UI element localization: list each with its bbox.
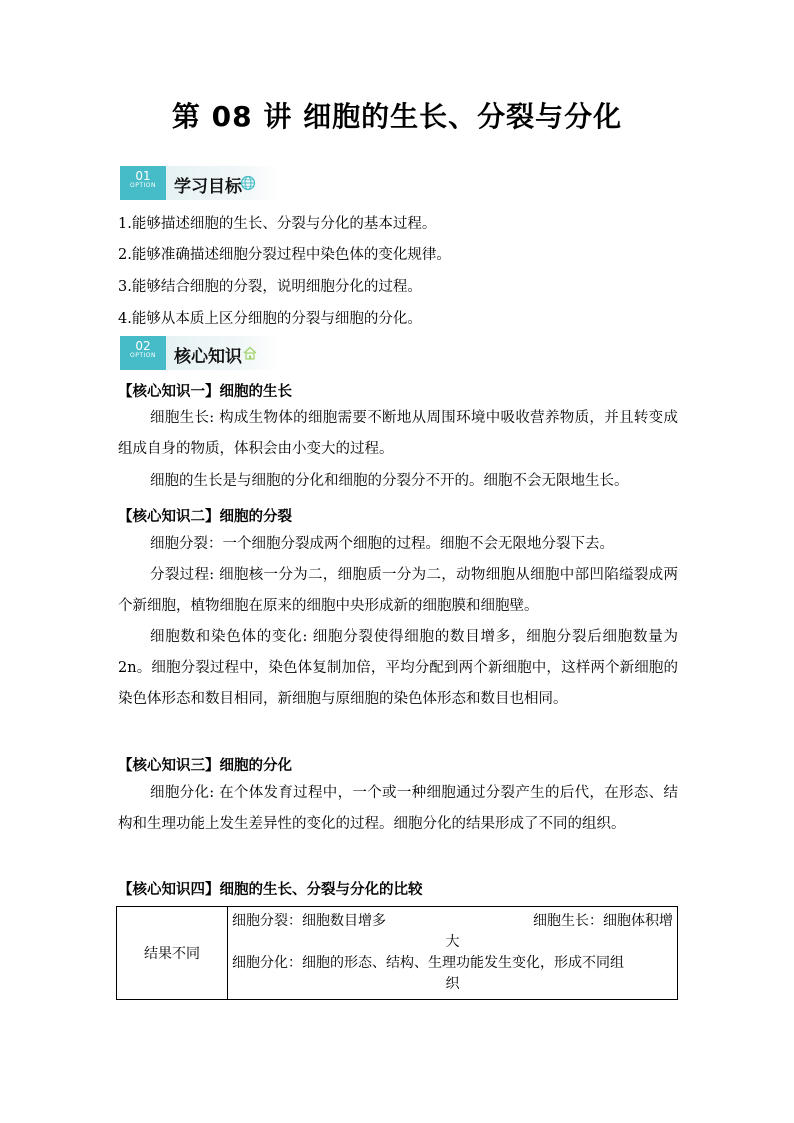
knowledge-heading: 【核心知识二】细胞的分裂 [118, 509, 292, 525]
section-badge-knowledge [120, 336, 278, 370]
section-label-box [166, 336, 278, 370]
knowledge-heading: 【核心知识四】细胞的生长、分裂与分化的比较 [118, 882, 423, 898]
section-number-tab [120, 336, 166, 370]
knowledge-paragraph: 细胞分裂：一个细胞分裂成两个细胞的过程。细胞不会无限地分裂下去。 [150, 536, 614, 552]
goal-item: 4.能够从本质上区分细胞的分裂与细胞的分化。 [118, 311, 422, 327]
goal-item: 2.能够准确描述细胞分裂过程中染色体的变化规律。 [118, 247, 451, 263]
section-label-box [166, 166, 278, 200]
goal-item: 3.能够结合细胞的分裂，说明细胞分化的过程。 [118, 279, 422, 295]
table-cell-text: 细胞分裂：细胞数目增多 [232, 913, 386, 929]
table-row-header: 结果不同 [117, 907, 228, 1000]
page-title: 第 08 讲 细胞的生长、分裂与分化 [171, 100, 623, 133]
table-cell-line [232, 911, 673, 932]
section-label: 学习目标 [174, 177, 242, 197]
knowledge-heading: 【核心知识一】细胞的生长 [118, 384, 292, 400]
table-row [117, 907, 678, 1000]
section-number: 02 [135, 339, 151, 353]
table-cell-wrap: 大 [445, 934, 460, 950]
section-number: 01 [135, 169, 151, 183]
table-cell [228, 907, 678, 1000]
knowledge-paragraph: 细胞的生长是与细胞的分化和细胞的分裂分不开的。细胞不会无限地生长。 [150, 473, 629, 489]
section-number-tab [120, 166, 166, 200]
section-badge-goals [120, 166, 278, 200]
table-cell-text: 细胞生长：细胞体积增 [533, 913, 673, 929]
globe-icon [240, 175, 256, 191]
comparison-table [116, 906, 678, 1000]
table-cell-wrap: 织 [445, 976, 460, 992]
knowledge-paragraph: 细胞数和染色体的变化: 细胞分裂使得细胞的数目增多，细胞分裂后细胞数量为 2n。细胞分裂过程中，染色体复制加倍，平均分配到两个新细胞中，这样两个新细胞的染色体形态和数目相同，新细胞与原细胞的染色体形态和数目也相同。 [118, 629, 678, 707]
section-label: 核心知识 [174, 347, 242, 367]
house-icon [242, 345, 258, 361]
table-cell-text: 细胞分化：细胞的形态、结构、生理功能发生变化，形成不同组 [232, 955, 624, 971]
section-option-label: OPTION [130, 352, 156, 359]
knowledge-paragraph: 分裂过程: 细胞核一分为二，细胞质一分为二，动物细胞从细胞中部凹陷缢裂成两个新细胞，植物细胞在原来的细胞中央形成新的细胞膜和细胞壁。 [118, 567, 678, 614]
knowledge-paragraph: 细胞分化: 在个体发育过程中，一个或一种细胞通过分裂产生的后代，在形态、结构和生理功能上发生差异性的变化的过程。细胞分化的结果形成了不同的组织。 [118, 785, 678, 832]
knowledge-heading: 【核心知识三】细胞的分化 [118, 758, 292, 774]
section-option-label: OPTION [130, 182, 156, 189]
knowledge-paragraph: 细胞生长: 构成生物体的细胞需要不断地从周围环境中吸收营养物质，并且转变成组成自身的物质，体积会由小变大的过程。 [118, 410, 678, 457]
goal-item: 1.能够描述细胞的生长、分裂与分化的基本过程。 [118, 216, 437, 232]
